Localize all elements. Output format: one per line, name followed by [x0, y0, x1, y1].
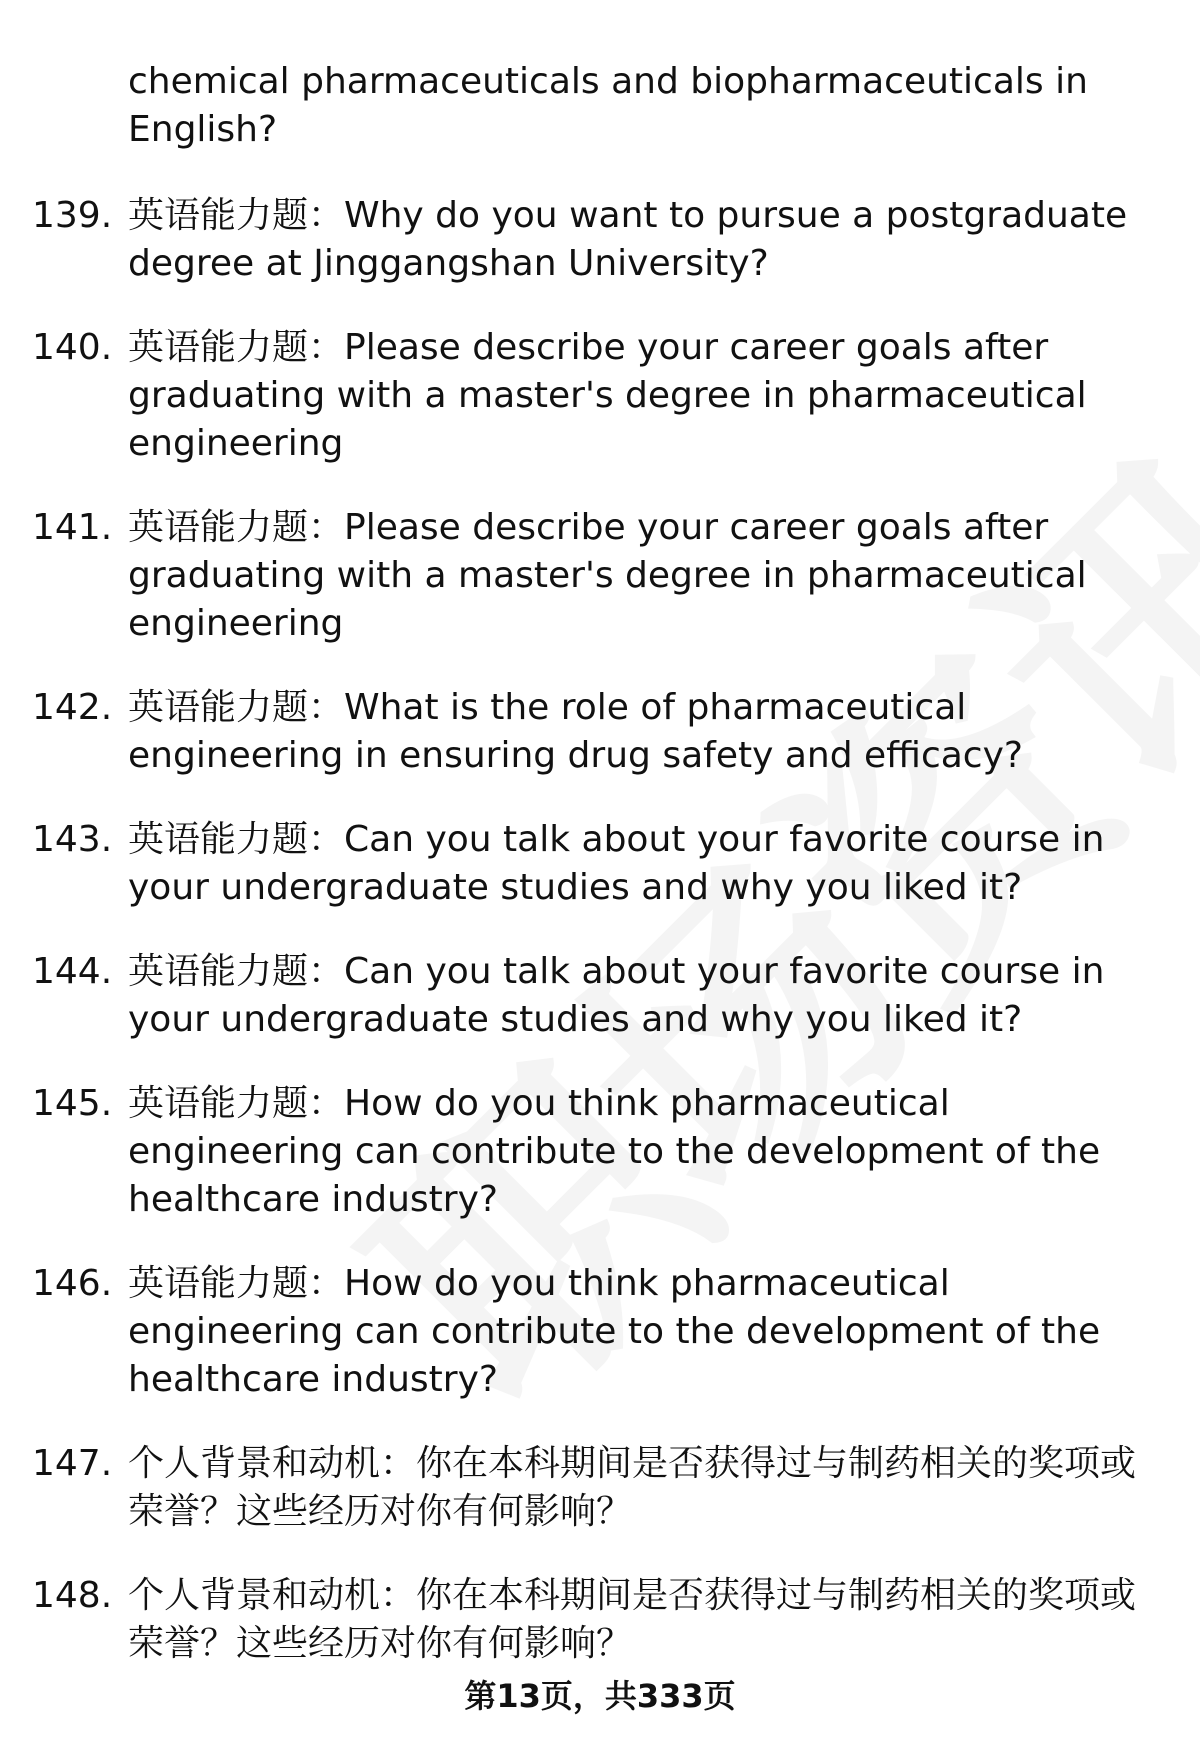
item-text: 英语能力题：Please describe your career goals after graduating with a master's degree in pharmaceutical engineering: [128, 327, 1087, 464]
list-item: [0, 1440, 1200, 1536]
item-text: 个人背景和动机：你在本科期间是否获得过与制药相关的奖项或荣誉？这些经历对你有何影响？: [128, 1443, 1137, 1532]
item-number: 148.: [32, 1575, 113, 1616]
list-item: [0, 504, 1200, 648]
item-text: 个人背景和动机：你在本科期间是否获得过与制药相关的奖项或荣誉？这些经历对你有何影响？: [128, 1575, 1137, 1664]
list-item: [0, 948, 1200, 1044]
item-number: 146.: [32, 1263, 113, 1304]
list-item: [0, 816, 1200, 912]
item-number: 147.: [32, 1443, 113, 1484]
item-number: 144.: [32, 951, 113, 992]
list-item: [0, 1260, 1200, 1404]
intro-continuation-text: chemical pharmaceuticals and biopharmaceuticals in English?: [128, 61, 1088, 150]
list-item: [0, 1572, 1200, 1668]
list-item: [0, 192, 1200, 288]
page-footer: 第13页，共333页: [464, 1677, 736, 1715]
item-text: 英语能力题：Can you talk about your favorite course in your undergraduate studies and why you liked it?: [128, 951, 1105, 1040]
question-list: [0, 192, 1200, 1704]
item-text: 英语能力题：What is the role of pharmaceutical engineering in ensuring drug safety and efficacy?: [128, 687, 1024, 776]
item-number: 141.: [32, 507, 113, 548]
item-text: 英语能力题：Why do you want to pursue a postgraduate degree at Jinggangshan University?: [128, 195, 1128, 284]
item-number: 145.: [32, 1083, 113, 1124]
item-text: 英语能力题：Can you talk about your favorite course in your undergraduate studies and why you liked it?: [128, 819, 1105, 908]
item-number: 143.: [32, 819, 113, 860]
item-number: 140.: [32, 327, 113, 368]
list-item: [0, 324, 1200, 468]
list-item: [0, 684, 1200, 780]
list-item: [0, 1080, 1200, 1224]
item-number: 142.: [32, 687, 113, 728]
item-text: 英语能力题：How do you think pharmaceutical engineering can contribute to the development of the healthcare industry?: [128, 1263, 1101, 1400]
item-text: 英语能力题：Please describe your career goals after graduating with a master's degree in pharmaceutical engineering: [128, 507, 1087, 644]
item-text: 英语能力题：How do you think pharmaceutical engineering can contribute to the development of the healthcare industry?: [128, 1083, 1101, 1220]
item-number: 139.: [32, 195, 113, 236]
